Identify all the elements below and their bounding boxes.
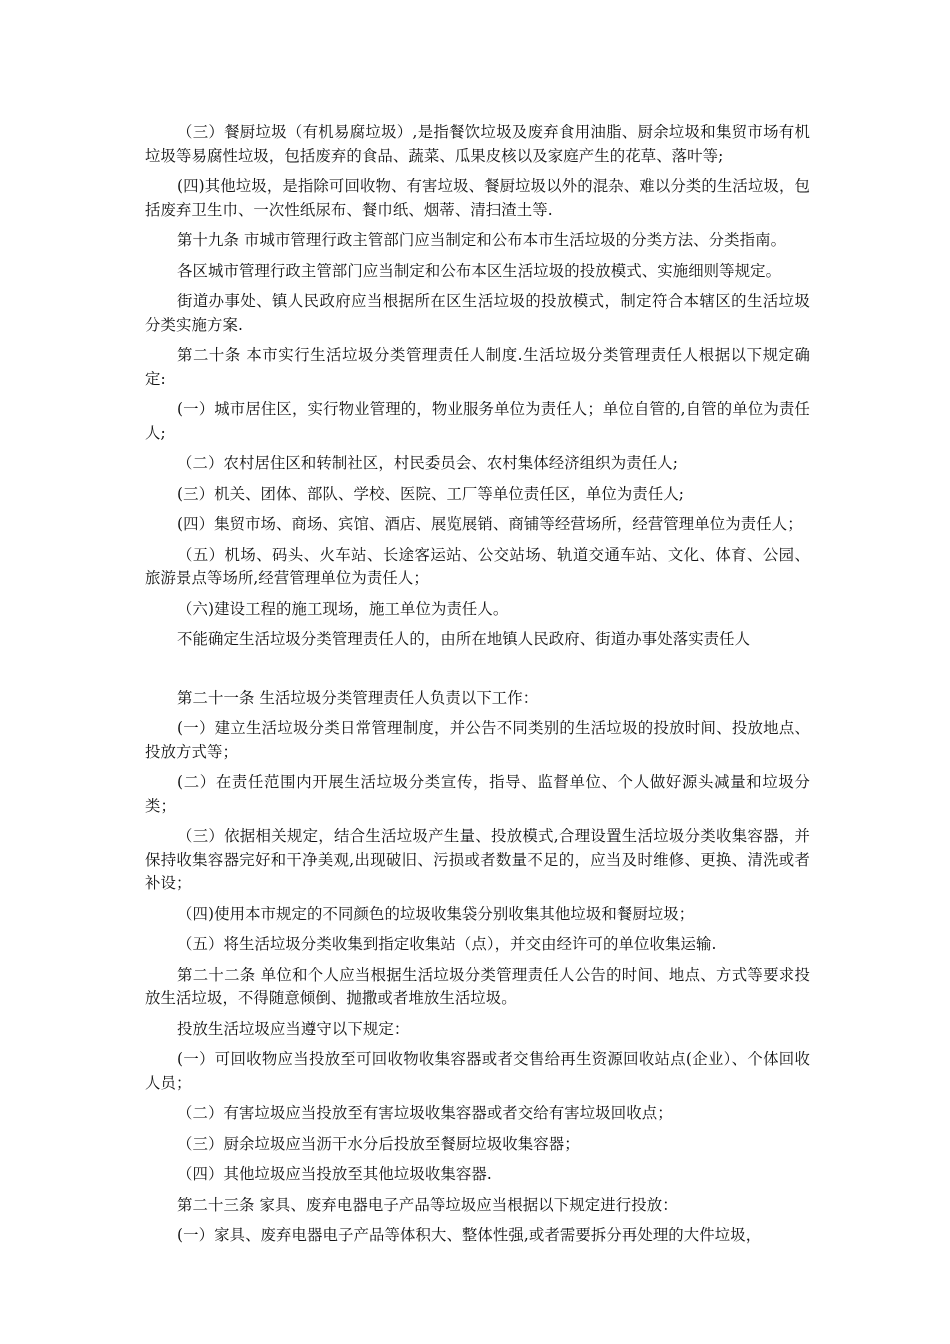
paragraph-other-waste: (四)其他垃圾，是指除可回收物、有害垃圾、餐厨垃圾以外的混杂、难以分类的生活垃圾，包括废弃卫生巾、一次性纸尿布、餐巾纸、烟蒂、清扫渣土等.: [145, 177, 810, 219]
article-20-item-6: （六)建设工程的施工现场，施工单位为责任人。: [177, 599, 509, 618]
paragraph-street-office-plan: 街道办事处、镇人民政府应当根据所在区生活垃圾的投放模式，制定符合本辖区的生活垃圾分类实施方案.: [145, 292, 810, 334]
article-20-item-2: （二）农村居住区和转制社区，村民委员会、农村集体经济组织为责任人;: [177, 454, 678, 472]
paragraph-kitchen-waste: （三）餐厨垃圾（有机易腐垃圾）,是指餐饮垃圾及废弃食用油脂、厨余垃圾和集贸市场有机垃圾等易腐性垃圾，包括废弃的食品、蔬菜、瓜果皮核以及家庭产生的花草、落叶等;: [145, 123, 810, 165]
article-23: 第二十三条 家具、废弃电器电子产品等垃圾应当根据以下规定进行投放：: [177, 1195, 678, 1214]
article-21-item-4: （四)使用本市规定的不同颜色的垃圾收集袋分别收集其他垃圾和餐厨垃圾；: [177, 904, 695, 923]
disposal-item-1: (一）可回收物应当投放至可回收物收集容器或者交售给再生资源回收站点(企业）、个体回收人员；: [145, 1050, 810, 1092]
article-21-item-5: （五）将生活垃圾分类收集到指定收集站（点），并交由经许可的单位收集运输.: [177, 935, 717, 953]
disposal-item-4: （四）其他垃圾应当投放至其他垃圾收集容器.: [177, 1165, 492, 1183]
document-page: [145, 121, 810, 1255]
disposal-item-2: （二）有害垃圾应当投放至有害垃圾收集容器或者交给有害垃圾回收点；: [177, 1104, 673, 1122]
article-21-item-2: (二）在责任范围内开展生活垃圾分类宣传，指导、监督单位、个人做好源头减量和垃圾分类；: [145, 773, 810, 815]
article-21: 第二十一条 生活垃圾分类管理责任人负责以下工作：: [177, 688, 539, 707]
article-20-item-3: (三）机关、团体、部队、学校、医院、工厂等单位责任区，单位为责任人;: [177, 484, 685, 503]
article-20: 第二十条 本市实行生活垃圾分类管理责任人制度.生活垃圾分类管理责任人根据以下规定确定:: [145, 346, 810, 388]
paragraph-disposal-rules: 投放生活垃圾应当遵守以下规定：: [177, 1019, 410, 1038]
paragraph-undetermined-responsible: 不能确定生活垃圾分类管理责任人的，由所在地镇人民政府、街道办事处落实责任人: [177, 630, 751, 648]
article-19: 第十九条 市城市管理行政主管部门应当制定和公布本市生活垃圾的分类方法、分类指南。: [177, 231, 787, 249]
disposal-item-3: （三）厨余垃圾应当沥干水分后投放至餐厨垃圾收集容器；: [177, 1134, 580, 1153]
article-20-item-5: （五）机场、码头、火车站、长途客运站、公交站场、轨道交通车站、文化、体育、公园、旅游景点等场所,经营管理单位为责任人；: [145, 545, 810, 587]
article-22: 第二十二条 单位和个人应当根据生活垃圾分类管理责任人公告的时间、地点、方式等要求投放生活垃圾，不得随意倾倒、抛撒或者堆放生活垃圾。: [145, 965, 810, 1007]
article-23-item-1: (一）家具、废弃电器电子产品等体积大、整体性强,或者需要拆分再处理的大件垃圾，: [177, 1226, 762, 1244]
article-20-item-1: (一）城市居住区，实行物业管理的，物业服务单位为责任人；单位自管的,自管的单位为责任人;: [145, 400, 810, 442]
article-21-item-3: （三）依据相关规定，结合生活垃圾产生量、投放模式,合理设置生活垃圾分类收集容器，并保持收集容器完好和干净美观,出现破旧、污损或者数量不足的，应当及时维修、更换、清洗或者补设；: [145, 827, 810, 892]
article-20-item-4: (四）集贸市场、商场、宾馆、酒店、展览展销、商铺等经营场所，经营管理单位为责任人；: [177, 515, 803, 533]
article-21-item-1: (一）建立生活垃圾分类日常管理制度，并公告不同类别的生活垃圾的投放时间、投放地点、投放方式等；: [145, 719, 810, 761]
paragraph-district-rules: 各区城市管理行政主管部门应当制定和公布本区生活垃圾的投放模式、实施细则等规定。: [177, 261, 782, 280]
